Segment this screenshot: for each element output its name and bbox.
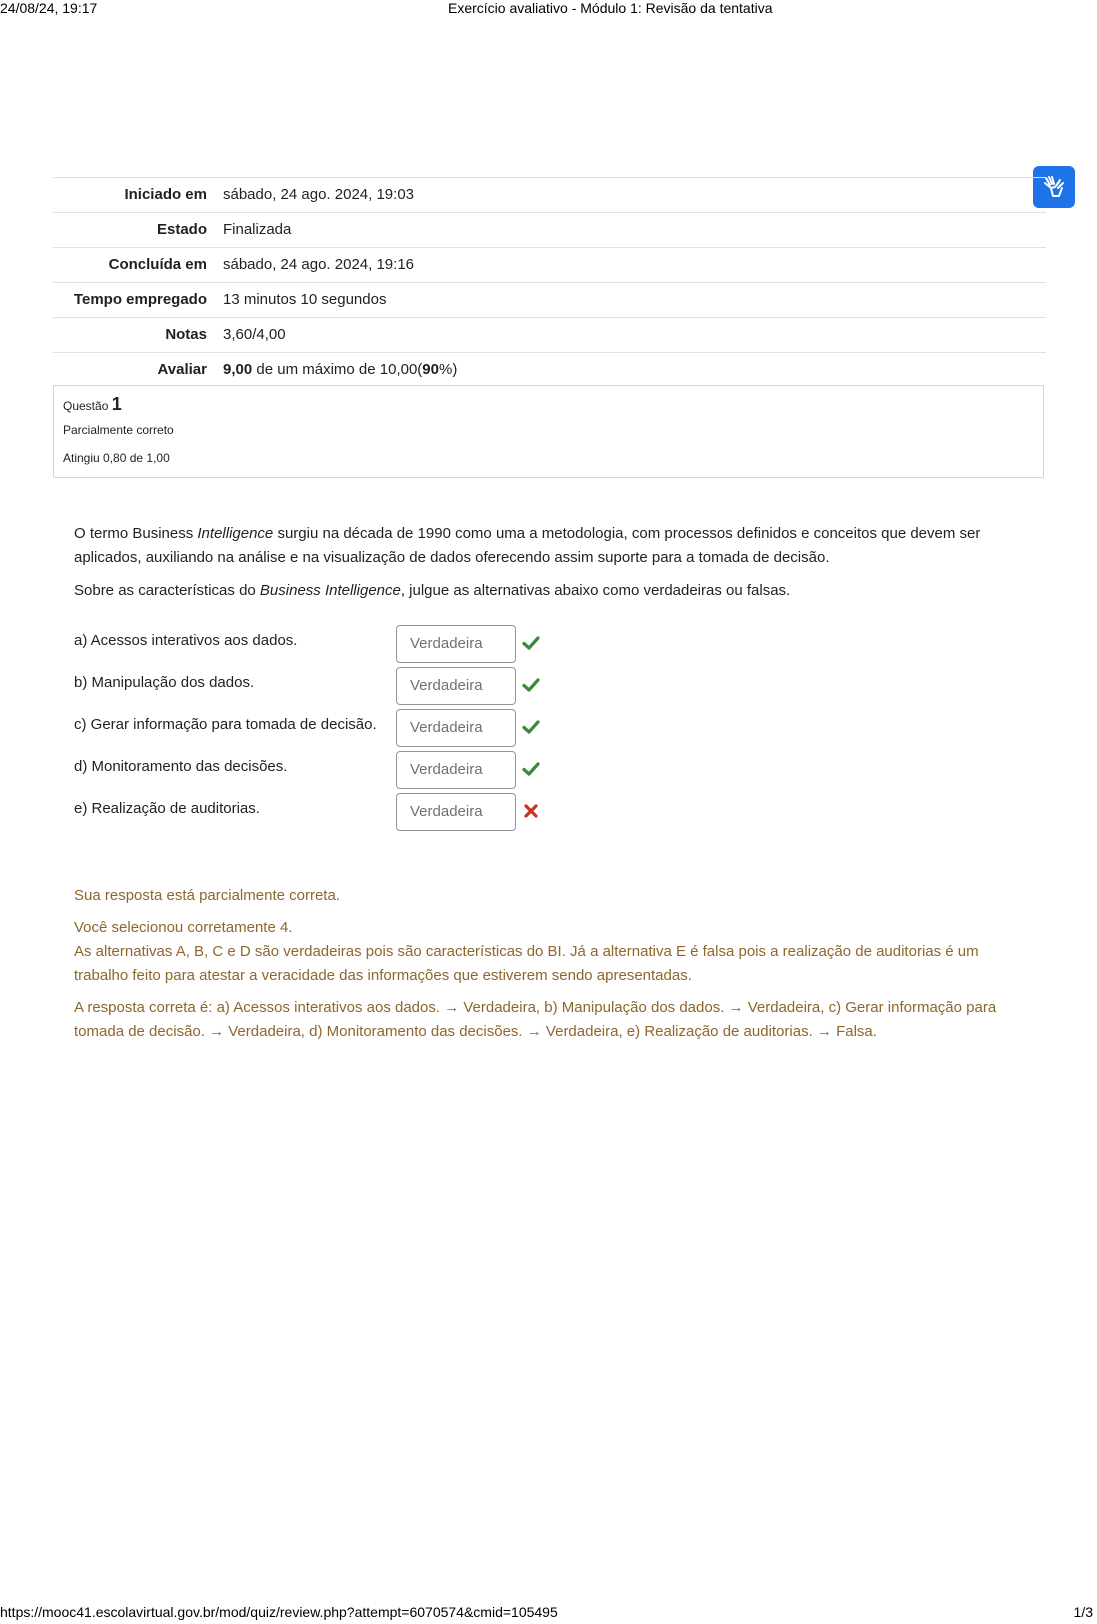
cross-icon bbox=[522, 802, 540, 820]
print-url: https://mooc41.escolavirtual.gov.br/mod/quiz/review.php?attempt=6070574&cmid=105495 bbox=[0, 1604, 558, 1620]
print-page-number: 1/3 bbox=[1073, 1604, 1093, 1620]
attempt-summary-table bbox=[53, 177, 1046, 387]
answer-label: e) Realização de auditorias. bbox=[74, 800, 260, 817]
answer-select[interactable]: Verdadeira bbox=[396, 667, 516, 705]
text-emphasis: Intelligence bbox=[197, 525, 274, 542]
check-icon bbox=[522, 718, 540, 736]
question-paragraph bbox=[74, 522, 1034, 570]
text-span: O termo Business bbox=[74, 525, 198, 542]
answer-select[interactable]: Verdadeira bbox=[396, 793, 516, 831]
text-span: surgiu na década de 1990 como uma a metodologia, com processos definidos e conceitos que devem ser aplicados, auxiliando na análise e na visualização de dados oferecendo assim suporte para a tomada de decisão. bbox=[74, 525, 981, 566]
answer-select[interactable]: Verdadeira bbox=[396, 751, 516, 789]
summary-row bbox=[53, 213, 1046, 248]
check-icon bbox=[522, 676, 540, 694]
print-page-title: Exercício avaliativo - Módulo 1: Revisão da tentativa bbox=[448, 0, 773, 16]
answer-label: c) Gerar informação para tomada de decisão. bbox=[74, 716, 377, 733]
summary-label: Tempo empregado bbox=[53, 283, 223, 318]
summary-row bbox=[53, 283, 1046, 318]
feedback-partial: Sua resposta está parcialmente correta. bbox=[74, 887, 340, 904]
print-footer bbox=[0, 1602, 1097, 1624]
feedback-count: Você selecionou corretamente 4. bbox=[74, 919, 293, 936]
summary-label: Estado bbox=[53, 213, 223, 248]
answer-select[interactable]: Verdadeira bbox=[396, 625, 516, 663]
question-prefix: Questão bbox=[63, 399, 109, 413]
summary-value: 13 minutos 10 segundos bbox=[223, 283, 1046, 318]
question-number-value: 1 bbox=[111, 394, 122, 414]
max-grade-text: de um máximo de 10,00( bbox=[252, 361, 423, 378]
text-span: , julgue as alternativas abaixo como verdadeiras ou falsas. bbox=[400, 582, 791, 599]
text-emphasis: Business Intelligence bbox=[259, 582, 401, 599]
feedback-explanation: As alternativas A, B, C e D são verdadeiras pois são características do BI. Já a alternativa E é falsa pois a realização de auditorias é um trabalho feito para atestar a veracidade das informações que estiverem sendo apresentadas. bbox=[74, 943, 979, 984]
feedback-right-answer: A resposta correta é: a) Acessos interativos aos dados. → Verdadeira, b) Manipulação dos dados. → Verdadeira, c) Gerar informação para tomada de decisão. → Verdadeira, d) Monitoramento das decisões. → Verdadeira, e) Realização de auditorias. → Falsa. bbox=[74, 999, 997, 1040]
answer-label: d) Monitoramento das decisões. bbox=[74, 758, 288, 775]
summary-value: Finalizada bbox=[223, 213, 1046, 248]
question-paragraph bbox=[74, 579, 1034, 603]
question-grade: Atingiu 0,80 de 1,00 bbox=[63, 451, 170, 465]
question-info-box bbox=[53, 385, 1044, 478]
feedback-section bbox=[74, 884, 1034, 1044]
question-state: Parcialmente correto bbox=[63, 423, 174, 437]
summary-value bbox=[223, 353, 1046, 388]
check-icon bbox=[522, 634, 540, 652]
summary-label: Concluída em bbox=[53, 248, 223, 283]
final-grade: 9,00 bbox=[223, 361, 253, 378]
summary-row bbox=[53, 248, 1046, 283]
summary-row bbox=[53, 353, 1046, 388]
summary-row bbox=[53, 318, 1046, 353]
percent-suffix: %) bbox=[438, 361, 458, 378]
summary-label: Avaliar bbox=[53, 353, 223, 388]
answer-label: b) Manipulação dos dados. bbox=[74, 674, 255, 691]
print-datetime: 24/08/24, 19:17 bbox=[0, 0, 98, 16]
summary-label: Notas bbox=[53, 318, 223, 353]
summary-value: 3,60/4,00 bbox=[223, 318, 1046, 353]
question-text bbox=[74, 522, 1034, 612]
text-span: Sobre as características do bbox=[74, 582, 260, 599]
summary-value: sábado, 24 ago. 2024, 19:03 bbox=[223, 178, 1046, 213]
answer-select[interactable]: Verdadeira bbox=[396, 709, 516, 747]
question-number bbox=[63, 394, 1034, 416]
summary-label: Iniciado em bbox=[53, 178, 223, 213]
grade-percent: 90 bbox=[422, 361, 439, 378]
print-header bbox=[0, 0, 1097, 20]
check-icon bbox=[522, 760, 540, 778]
summary-value: sábado, 24 ago. 2024, 19:16 bbox=[223, 248, 1046, 283]
summary-row bbox=[53, 178, 1046, 213]
answer-label: a) Acessos interativos aos dados. bbox=[74, 632, 298, 649]
